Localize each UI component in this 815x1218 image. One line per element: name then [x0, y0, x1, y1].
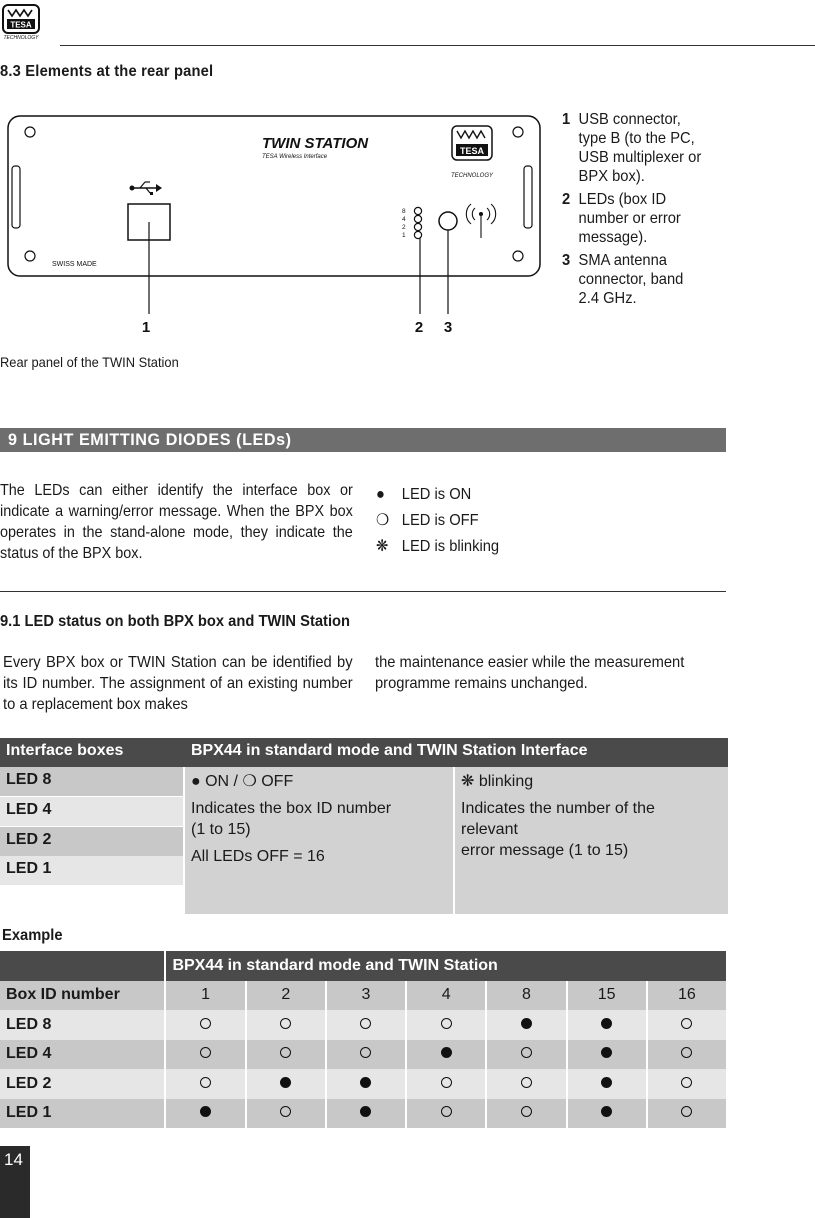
interface-boxes-table: [0, 738, 728, 885]
led-off-icon: [681, 1106, 692, 1117]
cell-line: Indicates the number of the: [461, 800, 655, 817]
led-symbol-legend: [376, 482, 510, 560]
legend-item: [562, 251, 728, 308]
led-off-icon: [441, 1077, 452, 1088]
led-off-icon: [521, 1047, 532, 1058]
callout-3: 3: [443, 319, 453, 336]
section-9-bar: [0, 428, 726, 452]
box-id-cell: 4: [405, 981, 485, 1011]
led-off-icon: [280, 1106, 291, 1117]
screw-hole-icon: [25, 127, 35, 137]
led-state-cell: [164, 1040, 244, 1070]
section-title-8-3: 8.3 Elements at the rear panel: [0, 63, 214, 80]
led-state-cell: [485, 1069, 565, 1099]
led-state-cell: [646, 1010, 726, 1040]
legend-num: 1: [562, 111, 571, 128]
led-off-icon: [521, 1077, 532, 1088]
led-state-cell: [405, 1069, 485, 1099]
row-label: LED 1: [0, 1099, 164, 1129]
led-off-icon: [200, 1077, 211, 1088]
table-header-cell: BPX44 in standard mode and TWIN Station: [164, 951, 726, 981]
table-cell-blinking: [455, 767, 728, 914]
led-legend-text: LED is ON: [401, 486, 472, 503]
led-blinking-icon: ❋: [376, 538, 389, 555]
led-state-cell: [325, 1099, 405, 1129]
led-state-cell: [646, 1099, 726, 1129]
box-id-cell: 8: [485, 981, 565, 1011]
table-header-cell: BPX44 in standard mode and TWIN Station Interface: [191, 742, 588, 759]
screw-hole-icon: [25, 251, 35, 261]
led-off-icon: [681, 1018, 692, 1029]
led-value-label: 8: [402, 208, 406, 215]
led-on-icon: [280, 1077, 291, 1088]
led-on-icon: [601, 1106, 612, 1117]
panel-brand-sub: TESA Wireless Interface: [262, 154, 328, 160]
table-row-label: LED 1: [0, 856, 183, 885]
table-row: [0, 1040, 726, 1070]
antenna-connector: [439, 212, 457, 230]
table-row-label: LED 2: [0, 827, 183, 856]
led-legend-text: LED is OFF: [401, 512, 479, 529]
legend-num: 2: [562, 191, 571, 208]
cell-line: ❋ blinking: [461, 773, 534, 790]
led-off-icon: [360, 1047, 371, 1058]
led-state-cell: [405, 1040, 485, 1070]
panel-legend: [562, 110, 728, 312]
legend-text: USB connector, type B (to the PC, USB multiplexer or BPX box).: [578, 111, 702, 185]
table-row: [0, 1010, 726, 1040]
led-off-icon: [360, 1018, 371, 1029]
led-on-icon: [601, 1047, 612, 1058]
panel-led-icon: [414, 231, 421, 238]
logo-sub-text: TECHNOLOGY: [3, 35, 39, 40]
led-off-icon: [441, 1106, 452, 1117]
led-on-icon: [360, 1106, 371, 1117]
led-state-cell: [646, 1069, 726, 1099]
led-state-cell: [164, 1099, 244, 1129]
section-title-9: 9 LIGHT EMITTING DIODES (LEDs): [8, 430, 292, 449]
led-state-cell: [245, 1069, 325, 1099]
led-state-cell: [325, 1010, 405, 1040]
led-state-cell: [566, 1099, 646, 1129]
logo-brand-text: TESA: [10, 20, 32, 30]
usb-icon: [130, 182, 163, 195]
side-slot: [524, 166, 532, 228]
example-label: Example: [2, 927, 63, 944]
screw-hole-icon: [513, 251, 523, 261]
led-off-icon: [280, 1018, 291, 1029]
side-slot: [12, 166, 20, 228]
led-state-cell: [245, 1099, 325, 1129]
led-off-icon: [681, 1077, 692, 1088]
screw-hole-icon: [513, 127, 523, 137]
box-id-cell: 1: [164, 981, 244, 1011]
row-label: LED 2: [0, 1069, 164, 1099]
legend-text: SMA antenna connector, band 2.4 GHz.: [578, 252, 684, 307]
row-label: LED 8: [0, 1010, 164, 1040]
panel-led-icon: [414, 215, 421, 222]
led-on-icon: [441, 1047, 452, 1058]
legend-item: [562, 110, 728, 186]
panel-tesa-tech: TECHNOLOGY: [450, 173, 494, 179]
led-on-icon: ●: [376, 486, 385, 503]
section-9-1-paragraph-right: the maintenance easier while the measurement programme remains unchanged.: [375, 654, 685, 692]
row-label: Box ID number: [0, 981, 164, 1011]
callout-1: 1: [141, 319, 151, 336]
table-body: [0, 767, 728, 885]
table-header-row: [0, 951, 726, 981]
led-legend-row: [376, 508, 499, 534]
panel-tesa-text: TESA: [459, 146, 485, 156]
box-id-cell: 16: [646, 981, 726, 1011]
led-on-icon: [601, 1018, 612, 1029]
led-off-icon: [200, 1047, 211, 1058]
led-off-icon: ❍: [376, 512, 390, 529]
table-cell-on-off: [185, 767, 453, 914]
swiss-made-text: SWISS MADE: [52, 261, 97, 268]
table-row: [0, 1069, 726, 1099]
panel-led-icon: [414, 207, 421, 214]
table-header-cell: Interface boxes: [6, 742, 124, 759]
led-state-cell: [566, 1069, 646, 1099]
header-rule: [60, 45, 815, 46]
led-legend-text: LED is blinking: [401, 538, 500, 555]
table-row-label: LED 8: [0, 767, 183, 796]
callout-2: 2: [414, 319, 424, 336]
led-state-cell: [566, 1010, 646, 1040]
table-row-label: LED 4: [0, 797, 183, 826]
led-state-cell: [485, 1099, 565, 1129]
box-id-cell: 2: [245, 981, 325, 1011]
antenna-icon: [466, 204, 495, 238]
led-state-cell: [646, 1040, 726, 1070]
panel-caption: Rear panel of the TWIN Station: [0, 354, 179, 370]
led-on-icon: [521, 1018, 532, 1029]
led-on-icon: [200, 1106, 211, 1117]
led-legend-row: [376, 482, 499, 508]
led-on-icon: [601, 1077, 612, 1088]
led-off-icon: [681, 1047, 692, 1058]
rear-panel-illustration: [0, 96, 550, 346]
cell-line: Indicates the box ID number: [191, 800, 392, 817]
row-label: LED 4: [0, 1040, 164, 1070]
cell-line: error message (1 to 15): [461, 842, 629, 859]
panel-tesa-logo-icon: [452, 126, 492, 160]
table-header-cell: [0, 951, 164, 981]
led-off-icon: [280, 1047, 291, 1058]
led-value-label: 2: [402, 224, 406, 231]
led-state-cell: [566, 1040, 646, 1070]
legend-item: [562, 190, 728, 247]
led-state-cell: [405, 1099, 485, 1129]
box-id-cell: 15: [566, 981, 646, 1011]
led-state-cell: [245, 1010, 325, 1040]
legend-text: LEDs (box ID number or error message).: [578, 191, 681, 246]
cell-line: ● ON / ❍ OFF: [191, 773, 294, 790]
page-number-tab: [0, 1146, 30, 1218]
tesa-logo-icon: [2, 4, 40, 40]
led-off-icon: [441, 1018, 452, 1029]
cell-line: relevant: [461, 821, 518, 838]
led-off-icon: [521, 1106, 532, 1117]
cell-line: All LEDs OFF = 16: [191, 848, 325, 865]
table-row: [0, 981, 726, 1011]
led-state-cell: [164, 1010, 244, 1040]
led-state-cell: [405, 1010, 485, 1040]
section-9-paragraph: The LEDs can either identify the interface box or indicate a warning/error message. When the BPX box operates in the stand-alone mode, they indicate the status of the BPX box.: [0, 482, 353, 562]
led-legend-row: [376, 534, 499, 560]
led-value-label: 1: [402, 232, 406, 239]
led-state-cell: [485, 1010, 565, 1040]
led-state-cell: [325, 1069, 405, 1099]
cell-line: (1 to 15): [191, 821, 251, 838]
panel-brand-title: TWIN STATION: [262, 135, 369, 152]
led-state-cell: [164, 1069, 244, 1099]
legend-num: 3: [562, 252, 571, 269]
table-row: [0, 1099, 726, 1129]
led-state-cell: [485, 1040, 565, 1070]
tesa-logo: [2, 4, 40, 40]
page-number: 14: [4, 1150, 23, 1169]
box-id-cell: 3: [325, 981, 405, 1011]
led-value-label: 4: [402, 216, 406, 223]
table-header: [0, 738, 728, 767]
section-9-1-paragraph-left: Every BPX box or TWIN Station can be identified by its ID number. The assignment of an existing number to a replacement box makes: [3, 654, 353, 713]
led-off-icon: [200, 1018, 211, 1029]
led-on-icon: [360, 1077, 371, 1088]
led-state-cell: [245, 1040, 325, 1070]
led-state-cell: [325, 1040, 405, 1070]
example-table: [0, 951, 726, 1128]
panel-led-icon: [414, 223, 421, 230]
section-title-9-1: 9.1 LED status on both BPX box and TWIN Station: [0, 613, 351, 630]
section-rule: [0, 591, 726, 592]
